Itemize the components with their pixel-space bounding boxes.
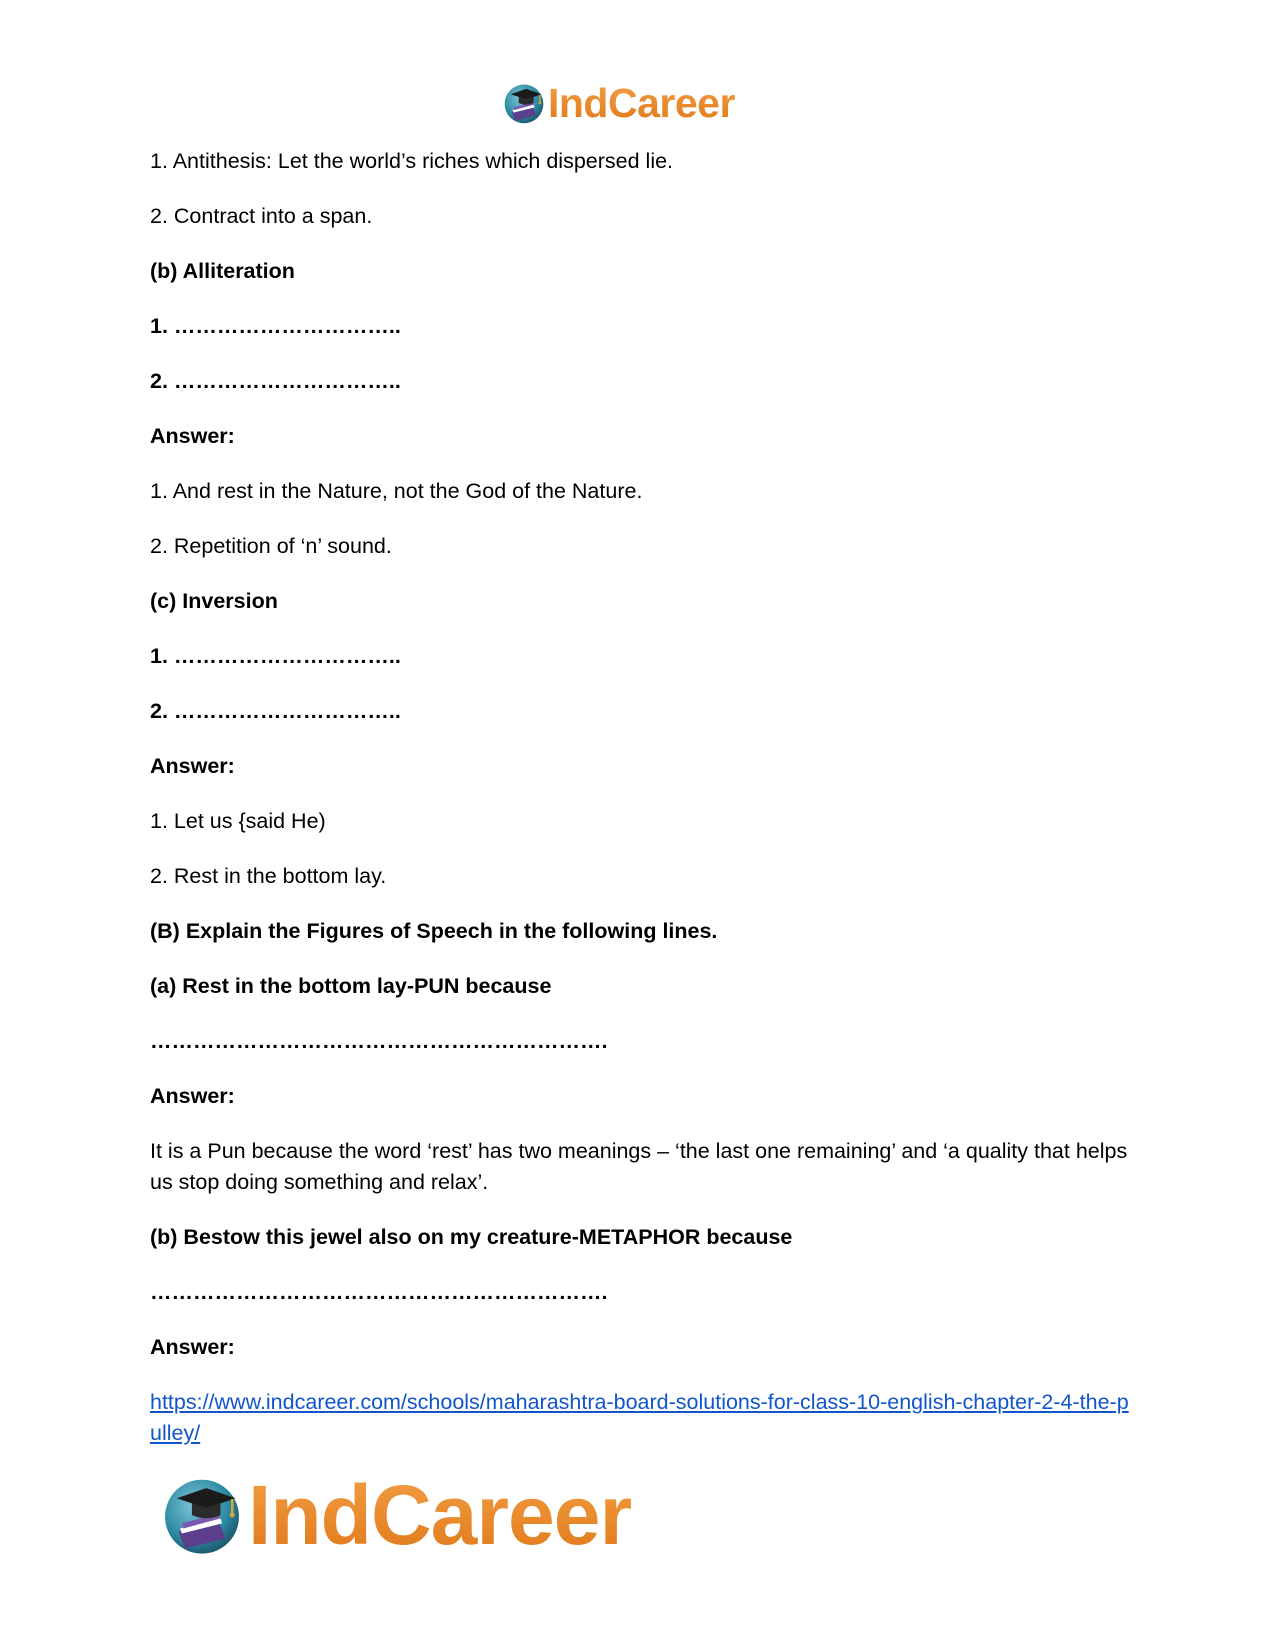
bold-line: 2. …………………………..	[150, 699, 401, 723]
bold-line: ……………………………………………………….	[150, 1280, 608, 1304]
bold-line: ……………………………………………………….	[150, 1029, 608, 1053]
text-line: 2. Rest in the bottom lay.	[150, 864, 387, 888]
graduation-cap-book-icon	[502, 81, 546, 125]
text-line: 1. Let us {said He)	[150, 809, 326, 833]
text-lines	[150, 146, 1130, 1363]
source-link[interactable]: https://www.indcareer.com/schools/maharashtra-board-solutions-for-class-10-english-chapter-2-4-the-pulley/	[150, 1390, 1129, 1445]
brand-wordmark: IndCareer	[248, 1467, 632, 1562]
graduation-cap-book-icon	[160, 1473, 244, 1557]
footer-logo	[160, 1467, 632, 1562]
bold-line: 1. …………………………..	[150, 314, 401, 338]
text-line: It is a Pun because the word ‘rest’ has two meanings – ‘the last one remaining’ and ‘a quality that helps us stop doing something and relax’.	[150, 1139, 1128, 1194]
bold-line: Answer:	[150, 1335, 235, 1359]
bold-line: 2. …………………………..	[150, 369, 401, 393]
text-line: 1. Antithesis: Let the world’s riches which dispersed lie.	[150, 149, 674, 173]
text-line: 1. And rest in the Nature, not the God of the Nature.	[150, 479, 643, 503]
text-line: 2. Repetition of ‘n’ sound.	[150, 534, 392, 558]
bold-line: (b) Bestow this jewel also on my creature-METAPHOR because	[150, 1225, 793, 1249]
bold-line: (B) Explain the Figures of Speech in the following lines.	[150, 919, 718, 943]
bold-line: Answer:	[150, 1084, 235, 1108]
header-logo	[502, 80, 735, 126]
bold-line: (c) Inversion	[150, 589, 278, 613]
document-body	[150, 146, 1130, 1473]
brand-wordmark: IndCareer	[548, 79, 735, 126]
text-line: 2. Contract into a span.	[150, 204, 373, 228]
bold-line: (b) Alliteration	[150, 259, 295, 283]
bold-line: Answer:	[150, 424, 235, 448]
bold-line: (a) Rest in the bottom lay-PUN because	[150, 974, 552, 998]
link-paragraph	[150, 1387, 1130, 1449]
bold-line: 1. …………………………..	[150, 644, 401, 668]
bold-line: Answer:	[150, 754, 235, 778]
